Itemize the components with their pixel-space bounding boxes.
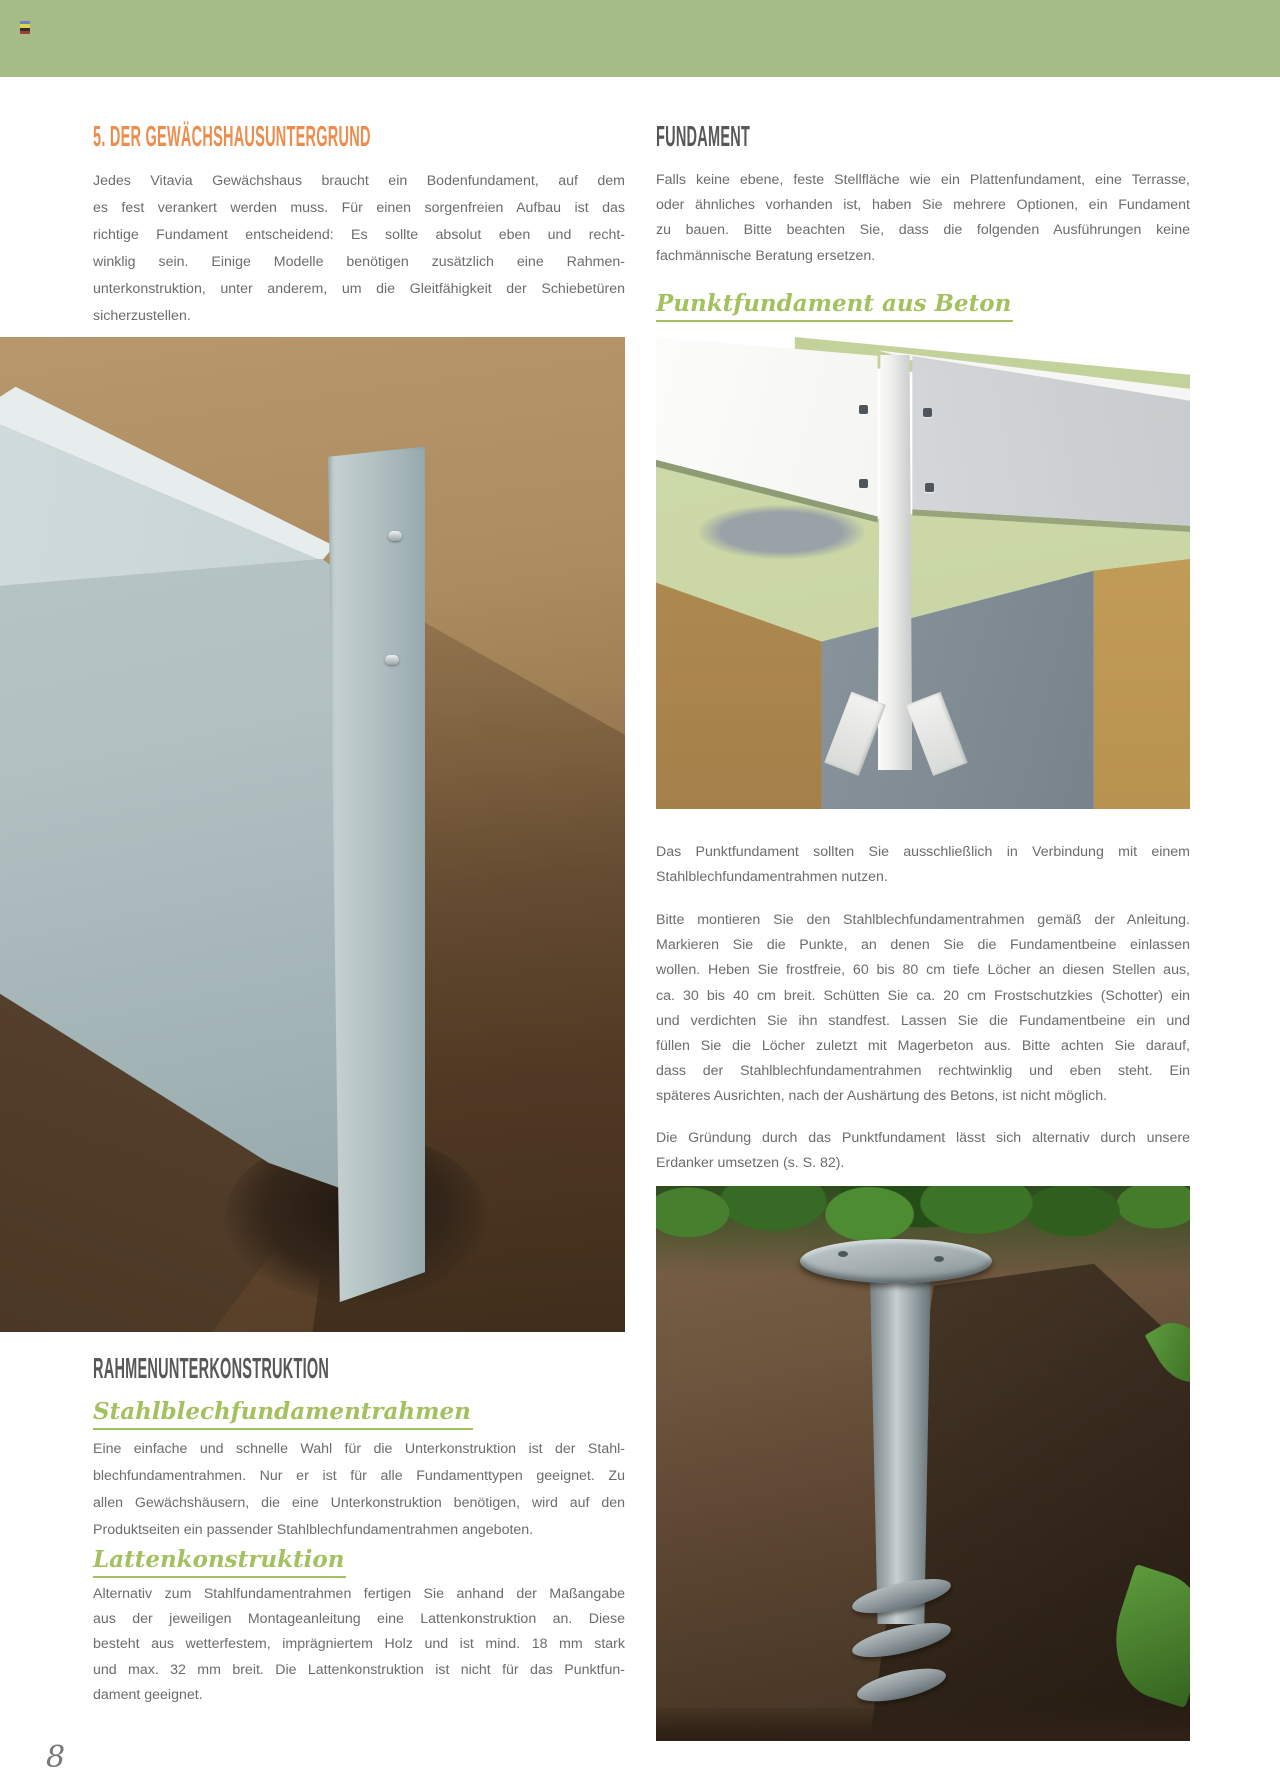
bolt-icon [923, 408, 932, 417]
script-heading-lattenkonstruktion: Lattenkonstruktion [93, 1546, 346, 1578]
ground-anchor-photo [656, 1186, 1190, 1741]
frame-corner-post [328, 446, 425, 1302]
text-line: zu bauen. Bitte beachten Sie, dass die folgenden Ausführungen keine [656, 222, 1190, 239]
text-line: winklig sein. Einige Modelle benötigen zusätzlich eine Rahmen- [93, 254, 625, 270]
text-line: Bitte montieren Sie den Stahlblechfundamentrahmen gemäß der Anleitung. [656, 912, 1190, 928]
left-intro-paragraph [93, 168, 625, 330]
text-line: Erdanker umsetzen (s. S. 82). [656, 1155, 845, 1172]
anchor-flange-plate [800, 1239, 992, 1283]
text-line: Die Gründung durch das Punktfundament lässt sich alternativ durch unsere [656, 1130, 1190, 1146]
text-line: füllen Sie die Löcher zuletzt mit Magerbeton aus. Bitte achten Sie darauf, [656, 1038, 1190, 1055]
text-line: sicherzustellen. [93, 308, 191, 324]
foreground-soil [656, 1708, 1190, 1741]
bolt-icon [925, 483, 934, 492]
text-line: Eine einfache und schnelle Wahl für die Unterkonstruktion ist der Stahl- [93, 1441, 625, 1457]
text-line: fachmännische Beratung ersetzen. [656, 247, 876, 264]
text-line: und verdichten Sie ihn standfest. Lassen Sie die Fundamentbeine ein und [656, 1012, 1190, 1029]
sub-heading-rahmenunterkonstruktion: RAHMENUNTERKONSTRUKTION [93, 1353, 330, 1385]
header-bar [0, 0, 1280, 77]
text-line: allen Gewächshäusern, die eine Unterkonstruktion benötigen, wird auf den [93, 1495, 625, 1511]
text-line: und max. 32 mm breit. Die Lattenkonstruktion ist nicht für das Punktfun- [93, 1661, 625, 1678]
text-line: späteres Ausrichten, nach der Aushärtung des Betons, ist nicht möglich. [656, 1088, 1108, 1105]
script-heading-punktfundament: Punktfundament aus Beton [656, 290, 1013, 322]
text-line: wollen. Heben Sie frostfreie, 60 bis 80 cm tiefe Löcher an diesen Stellen aus, [656, 962, 1190, 979]
point-foundation-illustration [656, 337, 1190, 809]
text-line: Produktseiten ein passender Stahlblechfundamentrahmen angeboten. [93, 1522, 534, 1538]
text-line: besteht aus wetterfestem, imprägniertem Holz und ist mind. 18 mm stark [93, 1636, 625, 1653]
text-line: dass der Stahlblechfundamentrahmen rechtwinklig und eben steht. Ein [656, 1063, 1190, 1080]
text-line: Alternativ zum Stahlfundamentrahmen fertigen Sie anhand der Maßangabe [93, 1586, 625, 1602]
text-line: oder ähnliches vorhanden ist, haben Sie mehrere Optionen, ein Fundament [656, 197, 1190, 214]
lattenkonstruktion-paragraph [93, 1582, 625, 1708]
text-line: ca. 30 bis 40 cm breit. Schütten Sie ca. 20 cm Frostschutzkies (Schotter) ein [656, 987, 1190, 1004]
stahlblechfundamentrahmen-paragraph [93, 1436, 625, 1544]
text-line: Falls keine ebene, feste Stellfläche wie ein Plattenfundament, eine Terrasse, [656, 172, 1190, 188]
bolt-icon [859, 479, 868, 488]
punktfundament-paragraph-3 [656, 1126, 1190, 1176]
punktfundament-paragraph-1 [656, 840, 1190, 890]
foundation-frame-photo [0, 337, 625, 1332]
bolt-icon [388, 531, 402, 541]
section-heading-fundament: FUNDAMENT [656, 121, 751, 153]
text-line: Jedes Vitavia Gewächshaus braucht ein Bodenfundament, auf dem [93, 173, 625, 189]
anchor-shaft [867, 1258, 934, 1624]
script-heading-stahlblechfundamentrahmen: Stahlblechfundamentrahmen [93, 1398, 473, 1430]
text-line: Das Punktfundament sollten Sie ausschließlich in Verbindung mit einem [656, 844, 1190, 860]
fundament-intro-paragraph [656, 168, 1190, 269]
section-heading-gewaechshausuntergrund: 5. DER GEWÄCHSHAUSUNTERGRUND [93, 121, 371, 153]
bolt-icon [859, 405, 868, 414]
print-registration-mark-icon [20, 21, 30, 34]
text-line: dament geeignet. [93, 1686, 203, 1703]
punktfundament-paragraph-2 [656, 908, 1190, 1110]
text-line: Markieren Sie die Punkte, an denen Sie die Fundamentbeine einlassen [656, 937, 1190, 954]
color-stripe [20, 31, 30, 34]
text-line: aus der jeweiligen Montageanleitung eine Lattenkonstruktion an. Diese [93, 1611, 625, 1628]
text-line: blechfundamentrahmen. Nur er ist für alle Fundamenttypen geeignet. Zu [93, 1468, 625, 1484]
text-line: Stahlblechfundamentrahmen nutzen. [656, 869, 888, 886]
text-line: es fest verankert werden muss. Für einen sorgenfreien Aufbau ist das [93, 200, 625, 216]
bolt-icon [385, 655, 399, 665]
page-number: 8 [46, 1740, 66, 1775]
flange-hole [934, 1256, 944, 1262]
text-line: richtige Fundament entscheidend: Es sollte absolut eben und recht- [93, 227, 625, 243]
text-line: unterkonstruktion, unter anderem, um die Gleitfähigkeit der Schiebetüren [93, 281, 625, 297]
